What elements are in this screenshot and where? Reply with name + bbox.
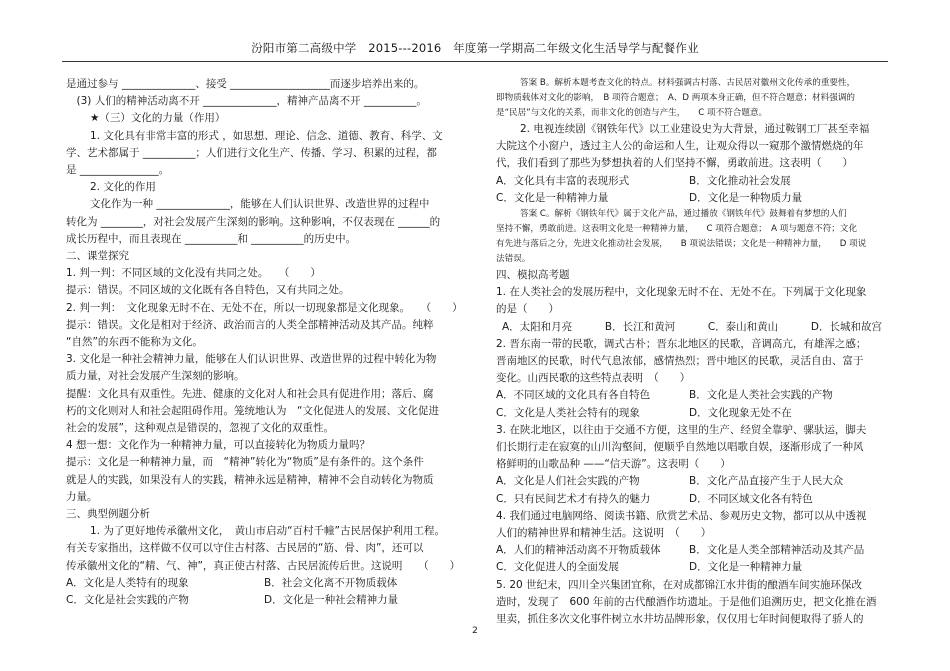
text-line: 社会的发展”，这种观点是错误的，忽视了文化的双重性。 bbox=[66, 422, 334, 435]
text-line: 3. 在陕北地区，以往由于交通不方便，这里的生产、经贸全靠驴、骡驮运，脚夫 bbox=[496, 423, 867, 436]
text-line: “自然”的东西不能称为文化。 bbox=[66, 336, 203, 349]
option-a: A．太阳和月亮 bbox=[502, 320, 573, 333]
option-d: D．文化现象无处不在 bbox=[689, 406, 792, 419]
text-line: 格鲜明的山歌品种 ——“信天游”。这表明（ ） bbox=[496, 458, 731, 471]
page-header: 汾阳市第二高级中学 2015---2016 年度第一学期高二年级文化生活导学与配餐作业 bbox=[251, 41, 699, 55]
text-line: 是通过参与 ______________、接受 ___________________而逐步培养出来的。 bbox=[66, 78, 425, 90]
text-line: 造时，发现了 600 年前的古代酿酒作坊遗址。于是他们追溯历史，把文化推在酒 bbox=[496, 595, 877, 608]
option-c: C．只有民间艺术才有持久的魅力 bbox=[496, 492, 651, 505]
option-b: B．文化推动社会发展 bbox=[689, 174, 791, 187]
option-d: D．长城和故宫 bbox=[810, 320, 882, 333]
text-line: 们长期行走在寂寞的山川沟壑间，便顺乎自然地以唱歌自娱，逐渐形成了一种风 bbox=[496, 441, 864, 454]
answer-explanation: 答案 B。解析本题考查文化的特点。材料强调古村落、古民居对徽州文化传承的重要性， bbox=[520, 78, 856, 88]
text-line: 提示：错误。文化是相对于经济、政治而言的人类全部精神活动及其产品。纯粹 bbox=[66, 318, 434, 331]
answer-options bbox=[496, 173, 882, 190]
text-line: 传承徽州文化的“精、气、神”，真正使古村落、古民居流传后世。这说明 （ ） bbox=[66, 559, 461, 572]
text-line: 1. 为了更好地传承徽州文化， 黄山市启动“百村千幢”古民居保护利用工程。 bbox=[90, 525, 445, 538]
answer-options bbox=[66, 575, 462, 592]
option-a: A．文化具有丰富的表现形式 bbox=[496, 174, 630, 187]
text-line: 人们的精神世界和精神生活。这说明 （ ） bbox=[496, 527, 712, 540]
answer-options bbox=[496, 319, 882, 336]
text-line: 成长历程中，而且表现在 __________和 __________的历史中。 bbox=[66, 232, 357, 245]
answer-explanation: 是“民居”与文化的关系，而非文化的创造与产生， C 项不符合题意。 bbox=[496, 108, 768, 118]
option-d: D．文化是一种精神力量 bbox=[689, 561, 803, 574]
answer-options bbox=[66, 592, 462, 609]
left-column bbox=[66, 76, 462, 609]
answer-explanation: 答案 C。解析《钢铁年代》属于文化产品，通过播放《钢铁年代》鼓舞着有梦想的人们 bbox=[520, 209, 847, 220]
text-line: 提醒：文化具有双重性。先进、健康的文化对人和社会具有促进作用；落后、腐 bbox=[66, 387, 434, 400]
text-line: (3) 人们的精神活动离不开 ______________，精神产品离不开 __________。 bbox=[66, 95, 427, 108]
text-line: 变化。山西民歌的这些特点表明 （ ） bbox=[496, 372, 691, 385]
option-c: C．文化是人类社会特有的现象 bbox=[496, 406, 640, 419]
option-a: A．不同区域的文化具有各自特色 bbox=[496, 389, 651, 402]
text-line: 晋南地区的民歌，时代气息浓郁，感情热烈；晋中地区的民歌，灵活自由、富于 bbox=[496, 355, 864, 368]
option-b: B．文化是人类全部精神活动及其产品 bbox=[689, 544, 865, 557]
text-line: 2. 判一判： 文化现象无时不在、无处不在，所以一切现象都是文化现象。 （ ） bbox=[66, 301, 463, 314]
text-line: 5. 20 世纪末，四川全兴集团宜称，在对成都锦江水井街的酿酒车间实施环保改 bbox=[496, 578, 863, 591]
option-d: D．不同区域文化各有特色 bbox=[689, 492, 813, 505]
subsection-title: ★（三）文化的力量（作用） bbox=[90, 112, 226, 125]
right-column bbox=[496, 76, 882, 628]
text-line: 2. 晋东南一带的民歌，调式古朴；晋东北地区的民歌，音调高亢，有雄浑之感； bbox=[496, 337, 867, 350]
section-title: 四、模拟高考题 bbox=[496, 269, 570, 282]
option-d: D．文化是一种社会精神力量 bbox=[264, 594, 399, 607]
text-line: 2. 文化的作用 bbox=[90, 181, 156, 194]
text-line: 大院这个小窗户，透过主人公的命运和人生，让观众得以一窥那个激情燃烧的年 bbox=[496, 140, 864, 153]
option-b: B．文化是人类社会实践的产物 bbox=[689, 389, 833, 402]
answer-explanation: 坚持不懈，勇敢前进。这表明文化是一种精神力量， C 项符合题意； A 项与题意不符；文化 bbox=[496, 224, 858, 235]
text-line: 力量。 bbox=[66, 490, 98, 503]
text-line: 是 _______________。 bbox=[66, 164, 170, 177]
text-line: 3. 文化是一种社会精神力量，能够在人们认识世界、改造世界的过程中转化为物 bbox=[66, 353, 437, 366]
answer-explanation: 法错误。 bbox=[496, 254, 531, 265]
text-line: 代，我们看到了那些为梦想执着的人们坚持不懈，勇敢前进。这表明（ ） bbox=[496, 157, 853, 170]
text-line: 提示：错误。不同区域的文化既有各自特色，又有共同之处。 bbox=[66, 284, 350, 297]
option-c: C．文化是社会实践的产物 bbox=[66, 594, 189, 607]
option-c: C．文化促进人的全面发展 bbox=[496, 561, 619, 574]
text-line: 1. 文化具有非常丰富的形式 ，如思想、理论、信念、道德、教育、科学、文 bbox=[90, 129, 443, 142]
text-line: 就是人的实践，如果没有人的实践，精神永远是精神，精神不会自动转化为物质 bbox=[66, 473, 434, 486]
answer-explanation: 有先进与落后之分，先进文化推动社会发展， B 项说法错误；文化是一种精神力量， D 项说 bbox=[496, 239, 867, 250]
option-b: B．社会文化离不开物质载体 bbox=[264, 576, 398, 589]
answer-options bbox=[496, 491, 882, 508]
text-line: 1. 判一判：不同区域的文化没有共同之处。 （ ） bbox=[66, 267, 321, 280]
option-a: A．文化是人们社会实践的产物 bbox=[496, 475, 640, 488]
option-b: B．长江和黄河 bbox=[604, 320, 676, 333]
page-number: 2 bbox=[472, 626, 478, 636]
answer-options bbox=[496, 542, 882, 559]
text-line: 里卖，抓住多次文化事件树立水井坊品牌形象，仅仅用七年时间便取得了骄人的 bbox=[496, 613, 864, 626]
answer-options bbox=[496, 473, 882, 490]
answer-explanation: 即物质载体对文化的影响， B 项符合题意； A、D 两项本身正确，但不符合题意；材料强调的 bbox=[496, 93, 856, 103]
text-line: 有关专家指出，这样做不仅可以守住古村落、古民居的“筋、骨、肉”，还可以 bbox=[66, 542, 424, 555]
text-line: 朽的文化则对人和社会起阻碍作用。笼统地认为 “文化促进人的发展、文化促进 bbox=[66, 404, 439, 417]
answer-options bbox=[496, 559, 882, 576]
option-a: A．文化是人类特有的现象 bbox=[66, 576, 189, 589]
text-line: 2. 电视连续剧《钢铁年代》以工业建设史为大背景，通过鞍钢工厂甚至幸福 bbox=[520, 123, 870, 135]
text-line: 学、艺术都属于 __________；人们进行文化生产、传播、学习、积累的过程，都 bbox=[66, 146, 437, 159]
text-line: 质力量，对社会发展产生深刻的影响。 bbox=[66, 370, 245, 383]
option-d: D．文化是一种物质力量 bbox=[689, 191, 803, 204]
header-divider bbox=[62, 61, 888, 62]
section-title: 二、课堂探究 bbox=[66, 250, 129, 263]
answer-options bbox=[496, 387, 882, 404]
text-line: 的是（ ） bbox=[496, 303, 559, 316]
option-b: B．文化产品直接产生于人民大众 bbox=[689, 475, 844, 488]
text-line: 4 想一想：文化作为一种精神力量，可以直接转化为物质力量吗？ bbox=[66, 439, 371, 452]
option-c: C．泰山和黄山 bbox=[707, 320, 779, 333]
text-line: 文化作为一种 ______________，能够在人们认识世界、改造世界的过程中 bbox=[90, 198, 430, 211]
option-a: A．人们的精神活动离不开物质载体 bbox=[496, 544, 661, 557]
section-title: 三、典型例题分析 bbox=[66, 508, 150, 521]
text-line: 1. 在人类社会的发展历程中，文化现象无时不在、无处不在。下列属于文化现象 bbox=[496, 286, 867, 299]
option-c: C．文化是一种精神力量 bbox=[496, 191, 609, 204]
text-line: 转化为 ________，对社会发展产生深刻的影响。这种影响，不仅表现在 ______的 bbox=[66, 215, 441, 228]
answer-options bbox=[496, 405, 882, 422]
text-line: 4. 我们通过电脑网络、阅读书籍、欣赏艺术品、参观历史文物，都可以从中透视 bbox=[496, 509, 867, 522]
text-line: 提示：文化是一种精神力量，而 “精神”转化为“物质”是有条件的。这个条件 bbox=[66, 456, 424, 469]
answer-options bbox=[496, 190, 882, 207]
